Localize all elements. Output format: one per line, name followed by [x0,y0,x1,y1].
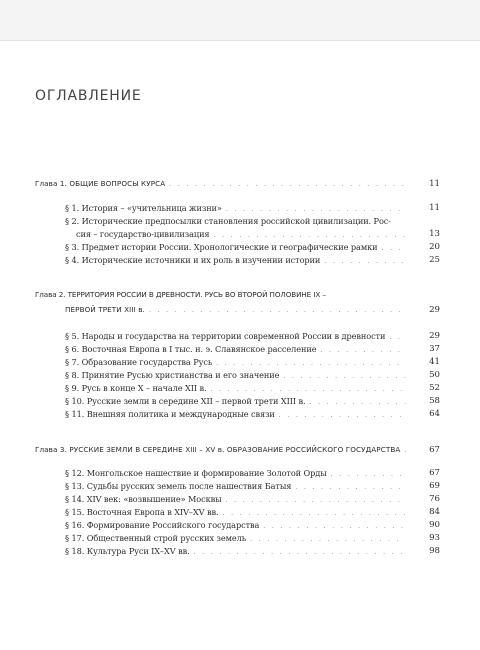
toc-entry[interactable] [65,466,410,480]
chapter-1-page: 11 [429,179,440,189]
entry-page: 67 [429,468,440,478]
toc-entry[interactable] [65,201,410,215]
entry-text: § 6. Восточная Европа в I тыс. н. э. Славянское расселение [65,344,317,354]
toc-entry[interactable] [65,355,410,369]
entry-text: § 14. XIV век: «возвышение» Москвы [65,494,222,504]
chapter-2-heading-continuation[interactable] [65,303,410,317]
leader-dots [149,304,406,317]
toc-entry[interactable] [65,329,410,343]
entry-text: § 10. Русские земли в середине XII – первой трети XIII в. [65,396,306,406]
entry-text: § 7. Образование государства Русь [65,357,213,367]
toc-title: ОГЛАВЛЕНИЕ [35,88,142,104]
entry-page: 64 [429,409,440,419]
entry-text: § 18. Культура Руси IX–XV вв. [65,546,190,556]
leader-dots [324,255,406,267]
toc-entry[interactable] [65,253,410,267]
entry-text: § 8. Принятие Русью христианства и его значение [65,370,280,380]
entry-page: 50 [429,370,440,380]
toc-entry[interactable] [65,240,410,254]
toc-entry[interactable] [65,531,410,545]
entry-text: § 9. Русь в конце X – начале XII в. [65,383,207,393]
entry-text: § 15. Восточная Европа в XIV–XV вв. [65,507,219,517]
chapter-label: Глава 3. [35,445,67,454]
entry-page: 76 [429,494,440,504]
chapter-title: ТЕРРИТОРИЯ РОССИИ В ДРЕВНОСТИ. РУСЬ ВО ВТОРОЙ ПОЛОВИНЕ IX – [67,290,326,299]
toc-entry[interactable] [65,381,410,395]
entry-text: § 17. Общественный строй русских земель [65,533,247,543]
entry-text: сия – государство-цивилизация [76,229,210,239]
toc-entry[interactable] [65,394,410,408]
toc-entry[interactable]: § 2. Исторические предпосылки становления российской цивилизации. Рос- [65,216,391,226]
entry-text: § 5. Народы и государства на территории современной России в древности [65,331,386,341]
entry-text: § 4. Исторические источники и их роль в изучении истории [65,255,321,265]
entry-text: § 3. Предмет истории России. Хронологические и географические рамки [65,242,378,252]
toc-entry[interactable] [65,518,410,532]
chapter-2-heading[interactable] [35,288,326,302]
leader-dots [404,444,406,457]
toc-entry[interactable] [65,544,410,558]
entry-page: 11 [429,203,440,213]
entry-page: 25 [429,255,440,265]
toc-entry[interactable] [65,407,410,421]
entry-text: § 16. Формирование Российского государства [65,520,260,530]
entry-page: 20 [429,242,440,252]
chapter-label: Глава 1. [35,179,67,188]
chapter-1-heading[interactable] [35,177,410,191]
entry-page: 29 [429,331,440,341]
entry-page: 41 [429,357,440,367]
entry-text: § 11. Внешняя политика и международные связи [65,409,275,419]
entry-text: § 12. Монгольское нашествие и формирование Золотой Орды [65,468,327,478]
chapter-title: РУССКИЕ ЗЕМЛИ В СЕРЕДИНЕ XIII – XV в. ОБРАЗОВАНИЕ РОССИЙСКОГО ГОСУДАРСТВА [69,445,401,454]
chapter-3-heading[interactable] [35,443,410,457]
chapter-label: Глава 2. [35,290,66,299]
toc-entry[interactable] [65,505,410,519]
toc-entry[interactable] [65,492,410,506]
entry-page: 93 [429,533,440,543]
entry-page: 69 [429,481,440,491]
toc-entry[interactable] [65,368,410,382]
chapter-2-page: 29 [429,305,440,315]
entry-page: 37 [429,344,440,354]
chapter-title-continuation: ПЕРВОЙ ТРЕТИ XIII в. [65,305,145,314]
entry-text: § 1. История – «учительница жизни» [65,203,222,213]
leader-dots [169,178,406,191]
entry-page: 84 [429,507,440,517]
leader-dots [279,409,406,421]
entry-page: 90 [429,520,440,530]
entry-page: 52 [429,383,440,393]
entry-page: 58 [429,396,440,406]
entry-text: § 13. Судьбы русских земель после нашествия Батыя [65,481,292,491]
toc-entry[interactable] [65,342,410,356]
leader-dots [194,546,406,558]
book-page [0,40,480,650]
toc-entry[interactable] [65,479,410,493]
chapter-title: ОБЩИЕ ВОПРОСЫ КУРСА [69,179,166,188]
entry-page: 13 [429,229,440,239]
toc-entry-continuation[interactable] [76,227,410,241]
chapter-3-page: 67 [429,445,440,455]
entry-page: 98 [429,546,440,556]
